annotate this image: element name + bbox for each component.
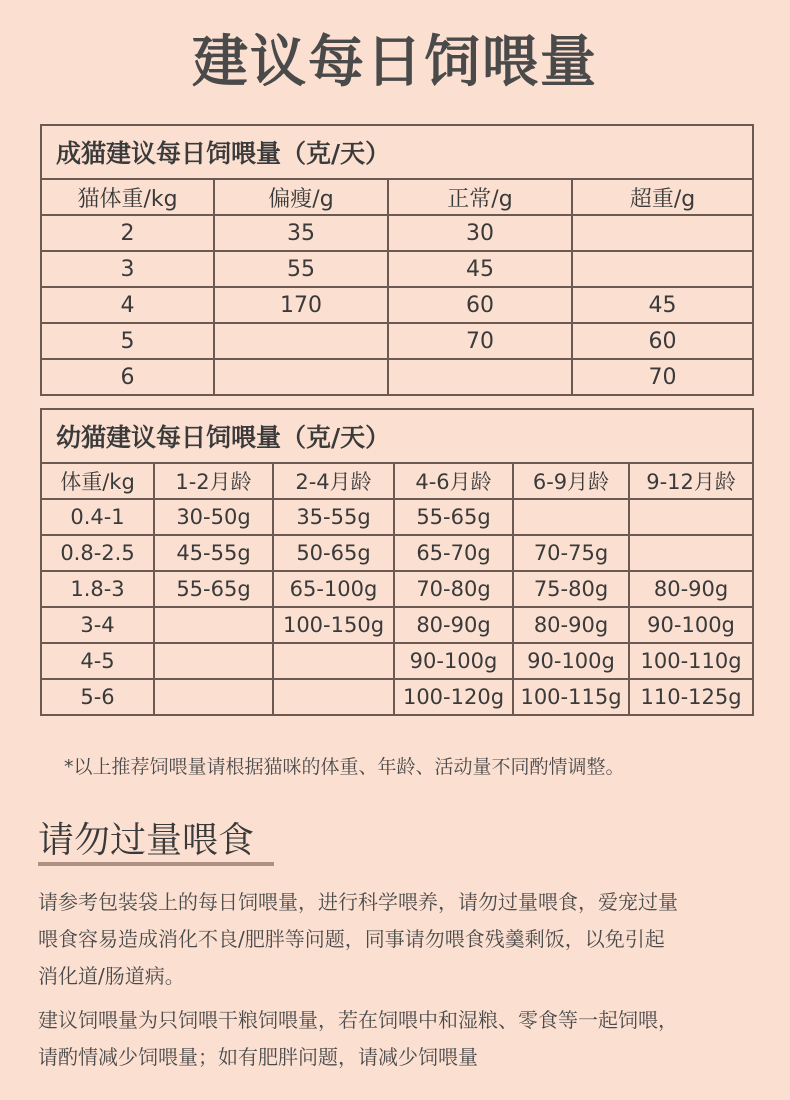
table-row	[41, 323, 753, 359]
table-cell	[154, 607, 273, 643]
table-cell	[273, 679, 394, 715]
table-row	[41, 359, 753, 395]
table-cell	[273, 643, 394, 679]
table-cell: 3	[41, 251, 214, 287]
table-row	[41, 215, 753, 251]
table-cell: 0.8-2.5	[41, 535, 154, 571]
table-cell	[572, 215, 753, 251]
table-cell	[572, 251, 753, 287]
kitten-header-age: 2-4月龄	[273, 463, 394, 499]
table-cell: 170	[214, 287, 388, 323]
paragraph-line: 请酌情减少饲喂量；如有肥胖问题，请减少饲喂量	[38, 1045, 478, 1069]
table-row	[41, 287, 753, 323]
table-cell: 60	[572, 323, 753, 359]
table-cell: 5-6	[41, 679, 154, 715]
table-cell	[214, 323, 388, 359]
table-cell: 100-110g	[629, 643, 753, 679]
paragraph-line: 喂食容易造成消化不良/肥胖等问题，同事请勿喂食残羹剩饭，以免引起	[38, 927, 665, 951]
table-row	[41, 571, 753, 607]
table-cell: 55-65g	[154, 571, 273, 607]
adult-header-weight: 猫体重/kg	[41, 179, 214, 215]
page-title: 建议每日饲喂量	[192, 30, 598, 95]
table-cell: 75-80g	[513, 571, 629, 607]
table-cell: 80-90g	[513, 607, 629, 643]
footnote: *以上推荐饲喂量请根据猫咪的体重、年龄、活动量不同酌情调整。	[64, 756, 625, 778]
table-cell: 2	[41, 215, 214, 251]
table-cell: 4-5	[41, 643, 154, 679]
table-cell: 1.8-3	[41, 571, 154, 607]
table-row	[41, 499, 753, 535]
paragraph-line: 请参考包装袋上的每日饲喂量，进行科学喂养，请勿过量喂食，爱宠过量	[38, 890, 678, 914]
table-cell: 6	[41, 359, 214, 395]
table-cell: 65-100g	[273, 571, 394, 607]
table-cell: 0.4-1	[41, 499, 154, 535]
table-cell: 110-125g	[629, 679, 753, 715]
table-cell: 70	[572, 359, 753, 395]
notice-paragraph	[38, 1002, 768, 1076]
table-cell: 90-100g	[629, 607, 753, 643]
adult-header-normal: 正常/g	[388, 179, 572, 215]
table-cell: 90-100g	[513, 643, 629, 679]
table-row	[41, 643, 753, 679]
table-cell	[513, 499, 629, 535]
table-cell	[629, 499, 753, 535]
kitten-header-weight: 体重/kg	[41, 463, 154, 499]
kitten-header-age: 6-9月龄	[513, 463, 629, 499]
table-cell	[154, 679, 273, 715]
table-cell	[388, 359, 572, 395]
table-cell: 60	[388, 287, 572, 323]
table-cell: 45	[572, 287, 753, 323]
table-cell: 55-65g	[394, 499, 513, 535]
table-cell: 3-4	[41, 607, 154, 643]
table-cell: 70	[388, 323, 572, 359]
table-cell: 70-75g	[513, 535, 629, 571]
table-cell: 30-50g	[154, 499, 273, 535]
kitten-feeding-table	[40, 408, 754, 716]
table-cell	[214, 359, 388, 395]
paragraph-line: 建议饲喂量为只饲喂干粮饲喂量，若在饲喂中和湿粮、零食等一起饲喂，	[38, 1008, 678, 1032]
adult-feeding-table	[40, 124, 754, 396]
table-cell: 45-55g	[154, 535, 273, 571]
table-cell: 80-90g	[394, 607, 513, 643]
notice-heading: 请勿过量喂食	[38, 820, 255, 861]
heading-underline	[38, 862, 274, 866]
table-cell: 4	[41, 287, 214, 323]
table-row	[41, 679, 753, 715]
table-cell	[629, 535, 753, 571]
table-row	[41, 251, 753, 287]
adult-header-thin: 偏瘦/g	[214, 179, 388, 215]
kitten-table-title: 幼猫建议每日饲喂量（克/天）	[41, 409, 753, 463]
table-cell: 5	[41, 323, 214, 359]
table-cell: 65-70g	[394, 535, 513, 571]
kitten-header-age: 4-6月龄	[394, 463, 513, 499]
table-cell: 45	[388, 251, 572, 287]
table-cell: 90-100g	[394, 643, 513, 679]
table-cell	[154, 643, 273, 679]
kitten-header-age: 9-12月龄	[629, 463, 753, 499]
paragraph-line: 消化道/肠道病。	[38, 964, 185, 988]
kitten-header-age: 1-2月龄	[154, 463, 273, 499]
adult-table-title: 成猫建议每日饲喂量（克/天）	[41, 125, 753, 179]
table-cell: 50-65g	[273, 535, 394, 571]
table-row	[41, 607, 753, 643]
table-cell: 100-120g	[394, 679, 513, 715]
table-cell: 100-150g	[273, 607, 394, 643]
table-cell: 70-80g	[394, 571, 513, 607]
notice-paragraph	[38, 884, 768, 995]
table-cell: 55	[214, 251, 388, 287]
table-cell: 80-90g	[629, 571, 753, 607]
table-row	[41, 535, 753, 571]
table-cell: 100-115g	[513, 679, 629, 715]
table-cell: 30	[388, 215, 572, 251]
table-cell: 35-55g	[273, 499, 394, 535]
adult-header-overweight: 超重/g	[572, 179, 753, 215]
table-cell: 35	[214, 215, 388, 251]
